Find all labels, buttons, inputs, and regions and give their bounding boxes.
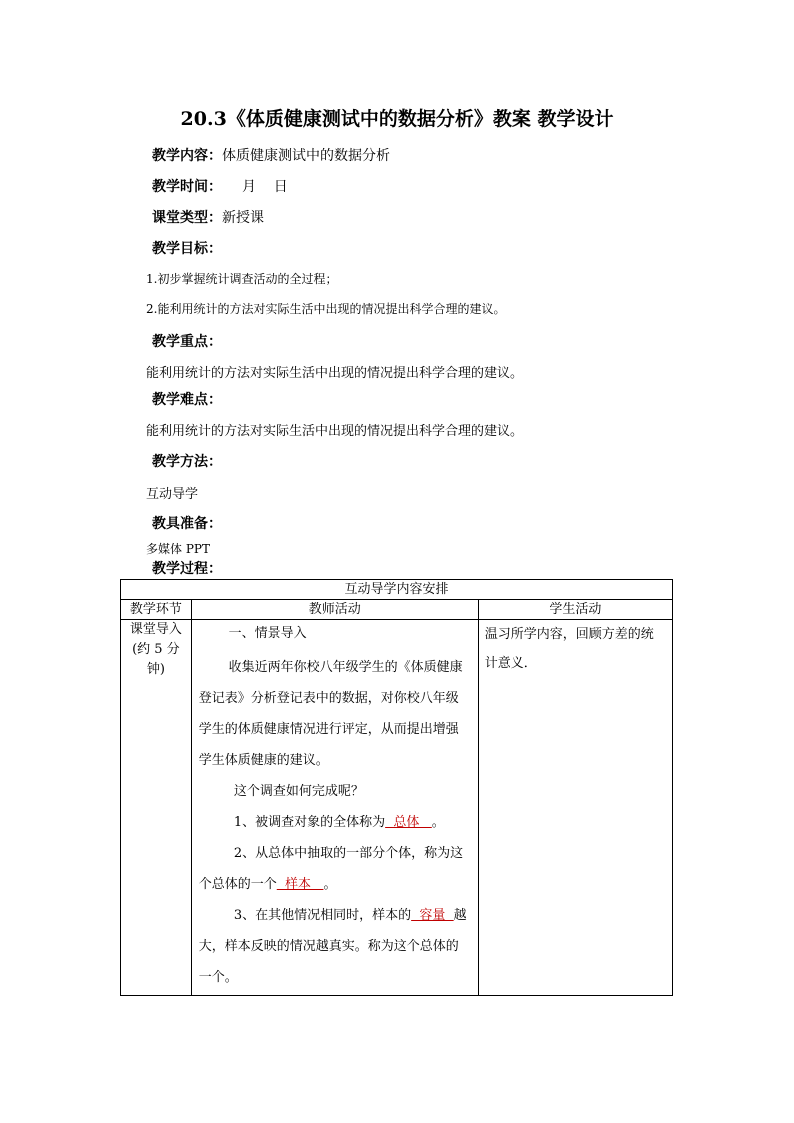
method-label: 教学方法： [152, 454, 222, 470]
stage-line-1: 课堂导入 [129, 622, 182, 637]
goal-label: 教学目标： [152, 241, 222, 257]
content-line [152, 145, 390, 165]
time-line [152, 176, 288, 196]
process-label: 教学过程： [152, 561, 222, 577]
time-label: 教学时间： [152, 179, 222, 195]
page-title: 20.3《体质健康测试中的数据分析》教案 教学设计 [180, 108, 614, 130]
difficulty-line [152, 389, 222, 409]
time-value: 月 日 [242, 179, 288, 195]
answer-capacity: 容量 [411, 908, 454, 923]
teacher-item-1 [199, 807, 472, 838]
key-text: 能利用统计的方法对实际生活中出现的情况提出科学合理的建议。 [146, 366, 524, 381]
teacher-paragraph: 收集近两年你校八年级学生的《体质健康登记表》分析登记表中的数据，对你校八年级学生的体质健康情况进行评定，从而提出增强学生体质健康的建议。 [198, 660, 463, 768]
goal-item-2: 2.能利用统计的方法对实际生活中出现的情况提出科学合理的建议。 [146, 302, 506, 316]
method-line [152, 451, 222, 471]
item-2-text: 2、从总体中抽取的一部分个体，称为这个总体的一个 [198, 846, 464, 892]
table-row [121, 620, 673, 996]
table-caption-row [121, 580, 673, 600]
goal-line [152, 238, 222, 258]
method-text: 互动导学 [146, 487, 199, 502]
item-2-end: 。 [323, 877, 337, 892]
table-header-row [121, 600, 673, 620]
item-1-end: 。 [431, 815, 445, 830]
goal-item-1: 1.初步掌握统计调查活动的全过程； [146, 272, 338, 286]
teacher-cell [191, 620, 478, 996]
teacher-heading: 一、情景导入 [228, 626, 307, 641]
answer-total: 总体 [385, 815, 432, 830]
tools-label: 教具准备： [152, 516, 222, 532]
type-label: 课堂类型： [152, 210, 222, 226]
header-student: 学生活动 [478, 600, 672, 620]
stage-line-2: (约 5 分 [132, 642, 180, 657]
process-table [120, 579, 673, 996]
type-value: 新授课 [222, 210, 264, 226]
type-line [152, 207, 264, 227]
header-teacher: 教师活动 [191, 600, 478, 620]
content-label: 教学内容： [152, 148, 222, 164]
tools-line [152, 513, 222, 533]
process-line [152, 558, 222, 578]
stage-cell [121, 620, 192, 996]
table-caption: 互动导学内容安排 [121, 580, 673, 600]
tools-text: 多媒体 PPT [146, 542, 210, 556]
difficulty-label: 教学难点： [152, 392, 222, 408]
teacher-item-3 [199, 900, 472, 993]
item-3-end: 越大，样本反映的情况越真实。称为这个总体的一个。 [198, 908, 467, 985]
student-cell: 温习所学内容，回顾方差的统计意义． [478, 620, 672, 996]
key-line [152, 331, 222, 351]
item-3-text: 3、在其他情况相同时，样本的 [233, 908, 412, 923]
stage-line-3: 钟) [146, 662, 165, 677]
difficulty-text: 能利用统计的方法对实际生活中出现的情况提出科学合理的建议。 [146, 424, 524, 439]
header-stage: 教学环节 [121, 600, 192, 620]
teacher-question: 这个调查如何完成呢？ [233, 784, 364, 799]
answer-sample: 样本 [276, 877, 324, 892]
teacher-item-2 [199, 838, 472, 900]
key-label: 教学重点： [152, 334, 222, 350]
content-value: 体质健康测试中的数据分析 [222, 148, 390, 164]
item-1-text: 1、被调查对象的全体称为 [233, 815, 386, 830]
